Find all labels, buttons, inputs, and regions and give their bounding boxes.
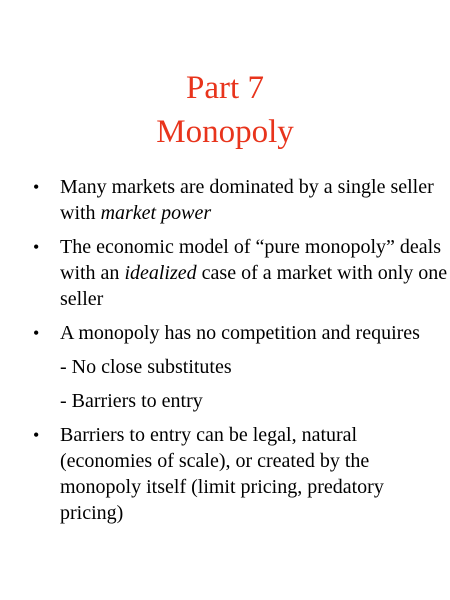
bullet-item bbox=[33, 174, 448, 226]
bullet-list bbox=[33, 174, 448, 534]
bullet-item bbox=[33, 422, 448, 526]
title-line-1: Part 7 bbox=[186, 70, 264, 106]
bullet-text-emphasis: market power bbox=[100, 202, 212, 224]
bullet-text: Barriers to entry can be legal, natural (economies of scale), or created by the monopoly itself (limit pricing, predatory pricing) bbox=[60, 424, 384, 524]
bullet-text bbox=[60, 234, 448, 312]
sub-item: - No close substitutes bbox=[60, 356, 232, 378]
bullet-text-post: case of a market with only one seller bbox=[60, 262, 448, 310]
sub-item: - Barriers to entry bbox=[60, 390, 203, 412]
title-line-2: Monopoly bbox=[156, 114, 294, 150]
slide-title bbox=[0, 66, 450, 154]
bullet-dot-icon: • bbox=[33, 425, 40, 445]
bullet-text-emphasis: idealized bbox=[124, 262, 197, 284]
bullet-text: A monopoly has no competition and requires bbox=[60, 322, 420, 344]
bullet-text-pre: Many markets are dominated by a single seller with bbox=[60, 176, 434, 224]
bullet-dot-icon: • bbox=[33, 237, 40, 257]
bullet-text-pre: The economic model of “pure monopoly” deals with an bbox=[60, 236, 441, 284]
bullet-item bbox=[33, 320, 448, 346]
bullet-dot-icon: • bbox=[33, 177, 40, 197]
bullet-text bbox=[60, 174, 448, 226]
bullet-item bbox=[33, 234, 448, 312]
bullet-dot-icon: • bbox=[33, 323, 40, 343]
